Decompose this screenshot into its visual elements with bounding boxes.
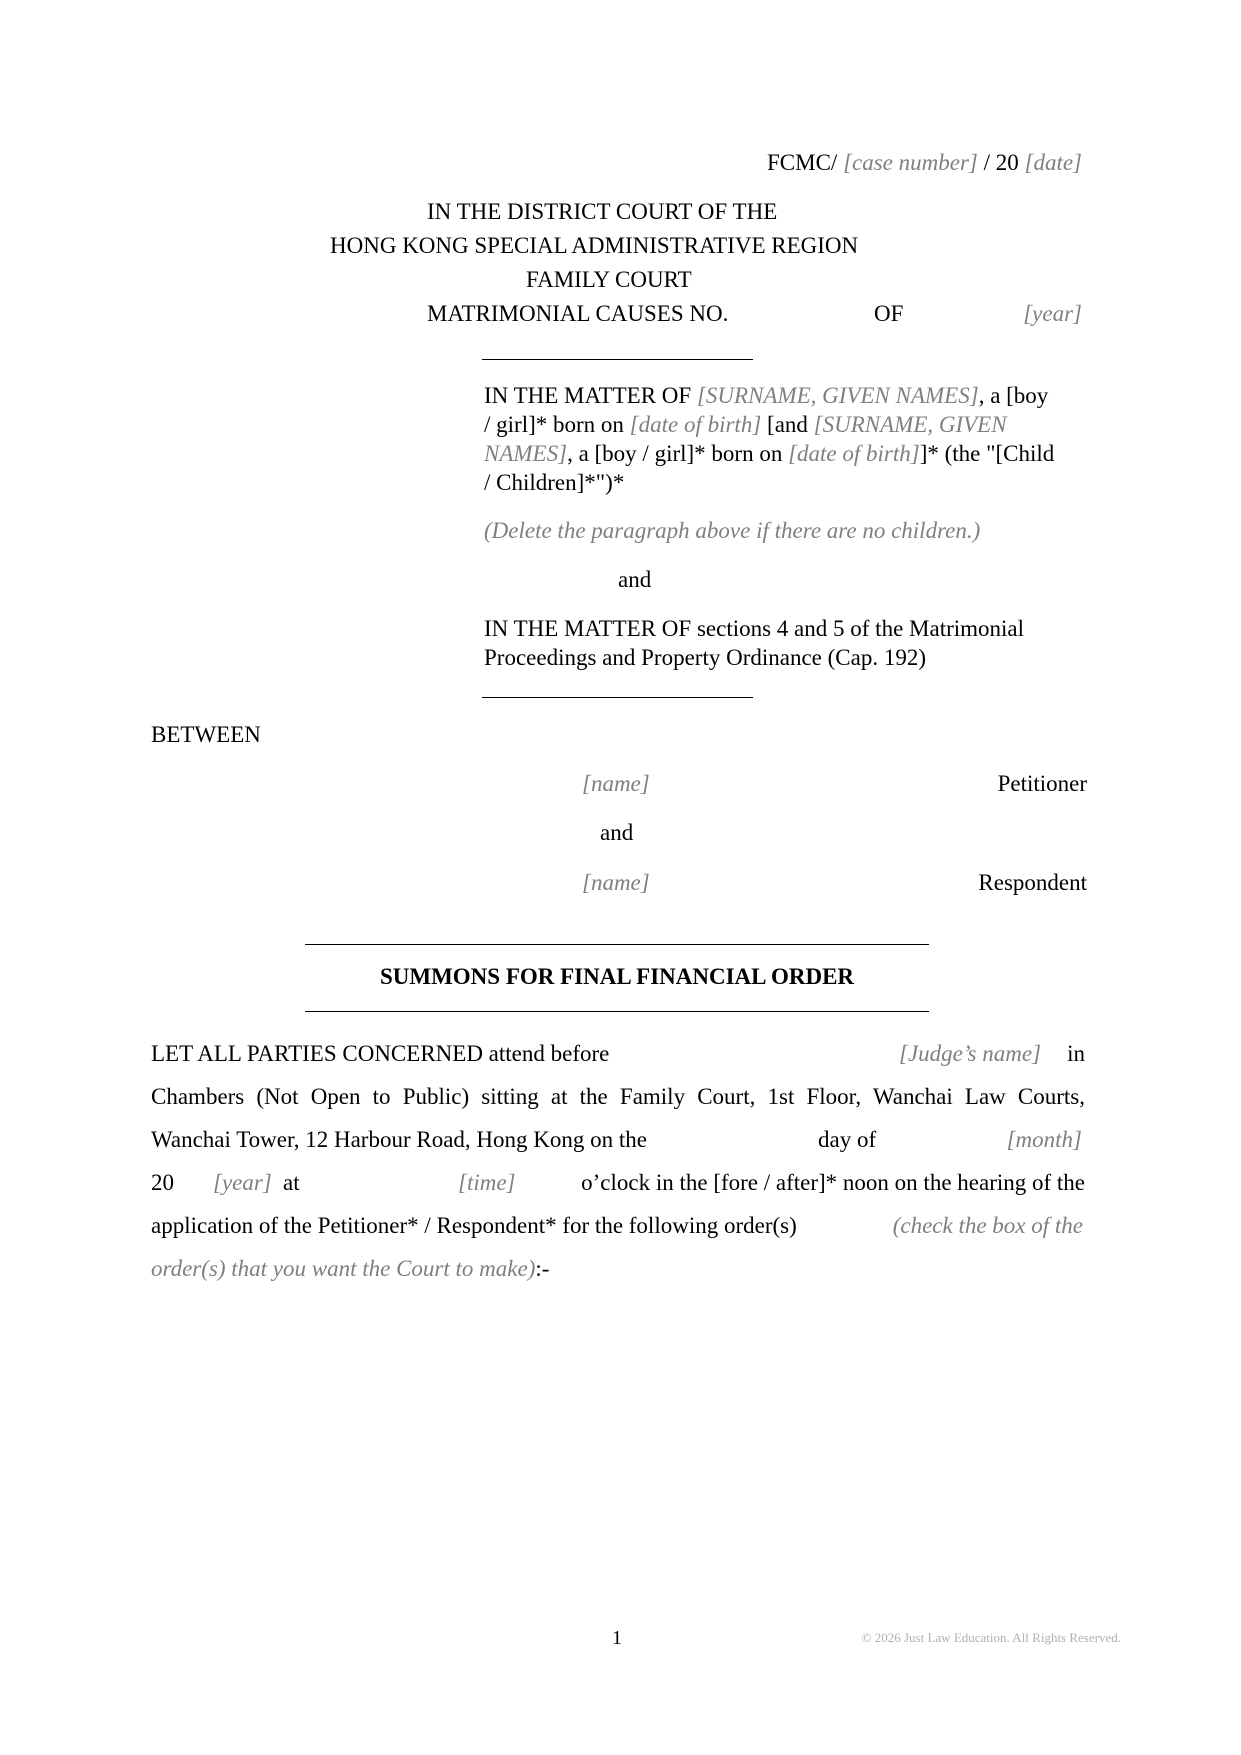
delete-paragraph-note: (Delete the paragraph above if there are no children.) bbox=[484, 518, 981, 543]
and-connector: and bbox=[618, 567, 652, 592]
body-line-1b: in bbox=[1067, 1041, 1085, 1066]
copyright-notice: © 2026 Just Law Education. All Rights Reserved. bbox=[861, 1630, 1121, 1645]
child-dob-placeholder: [date of birth] bbox=[629, 412, 762, 437]
matter-text: , a [boy / girl]* born on bbox=[567, 441, 789, 466]
causes-of-label: OF bbox=[874, 301, 904, 326]
case-middle: / 20 bbox=[983, 150, 1019, 175]
case-date-placeholder: [date] bbox=[1024, 150, 1082, 175]
parties-and: and bbox=[600, 820, 634, 845]
title-rule-bottom bbox=[305, 1011, 929, 1012]
colon-dash: :- bbox=[535, 1256, 550, 1281]
body-line-3a: Wanchai Tower, 12 Harbour Road, Hong Kong on the bbox=[151, 1127, 647, 1152]
time-placeholder: [time] bbox=[458, 1170, 516, 1195]
body-line-4a: 20 bbox=[151, 1170, 174, 1195]
month-placeholder: [month] bbox=[1006, 1127, 1082, 1152]
body-line-2: Chambers (Not Open to Public) sitting at the Family Court, 1st Floor, Wanchai Law Courts, bbox=[151, 1084, 1085, 1109]
court-line-1: IN THE DISTRICT COURT OF THE bbox=[427, 199, 778, 224]
matter-text: [and bbox=[761, 412, 814, 437]
causes-year-placeholder: [year] bbox=[1023, 301, 1082, 326]
body-line-1a: LET ALL PARTIES CONCERNED attend before bbox=[151, 1041, 610, 1066]
body-line-3b: day of bbox=[818, 1127, 877, 1152]
case-number-placeholder: [case number] bbox=[843, 150, 978, 175]
child-dob-placeholder: [date of birth] bbox=[788, 441, 920, 466]
matter-text: ]* (the "[Child / Children]*")* bbox=[484, 441, 1055, 495]
divider-top bbox=[482, 359, 753, 360]
case-prefix: FCMC/ bbox=[766, 150, 838, 175]
child-name-placeholder: [SURNAME, GIVEN NAMES] bbox=[484, 412, 1007, 466]
judge-name-placeholder: [Judge’s name] bbox=[899, 1041, 1042, 1066]
year-placeholder: [year] bbox=[213, 1170, 272, 1195]
court-line-2: HONG KONG SPECIAL ADMINISTRATIVE REGION bbox=[330, 233, 859, 258]
child-name-placeholder: [SURNAME, GIVEN NAMES] bbox=[696, 383, 979, 408]
between-label: BETWEEN bbox=[151, 722, 261, 747]
divider-bottom bbox=[482, 697, 753, 698]
case-reference bbox=[0, 148, 1082, 177]
body-line-5a: application of the Petitioner* / Respondent* for the following order(s) bbox=[151, 1213, 797, 1238]
title-rule-top bbox=[305, 944, 929, 945]
instruction-placeholder: order(s) that you want the Court to make) bbox=[151, 1256, 536, 1281]
body-line-6 bbox=[151, 1254, 549, 1283]
matter-text: , a [boy / girl]* born on bbox=[484, 383, 1049, 437]
court-line-3: FAMILY COURT bbox=[526, 267, 692, 292]
matter-children-paragraph bbox=[484, 381, 1059, 497]
matter-text: IN THE MATTER OF bbox=[484, 383, 697, 408]
respondent-name-placeholder: [name] bbox=[582, 870, 650, 895]
petitioner-label: Petitioner bbox=[997, 771, 1087, 796]
body-line-5b: (check the box of the bbox=[892, 1213, 1083, 1238]
body-line-4c: o’clock in the [fore / after]* noon on the hearing of the bbox=[581, 1170, 1085, 1195]
respondent-label: Respondent bbox=[978, 870, 1087, 895]
causes-label: MATRIMONIAL CAUSES NO. bbox=[427, 301, 729, 326]
page-number: 1 bbox=[612, 1627, 622, 1649]
document-title: SUMMONS FOR FINAL FINANCIAL ORDER bbox=[379, 964, 855, 989]
matter-ordinance-paragraph: IN THE MATTER OF sections 4 and 5 of the Matrimonial Proceedings and Property Ordinance (Cap. 192) bbox=[484, 616, 1025, 670]
petitioner-name-placeholder: [name] bbox=[582, 771, 650, 796]
body-line-4b: at bbox=[283, 1170, 300, 1195]
